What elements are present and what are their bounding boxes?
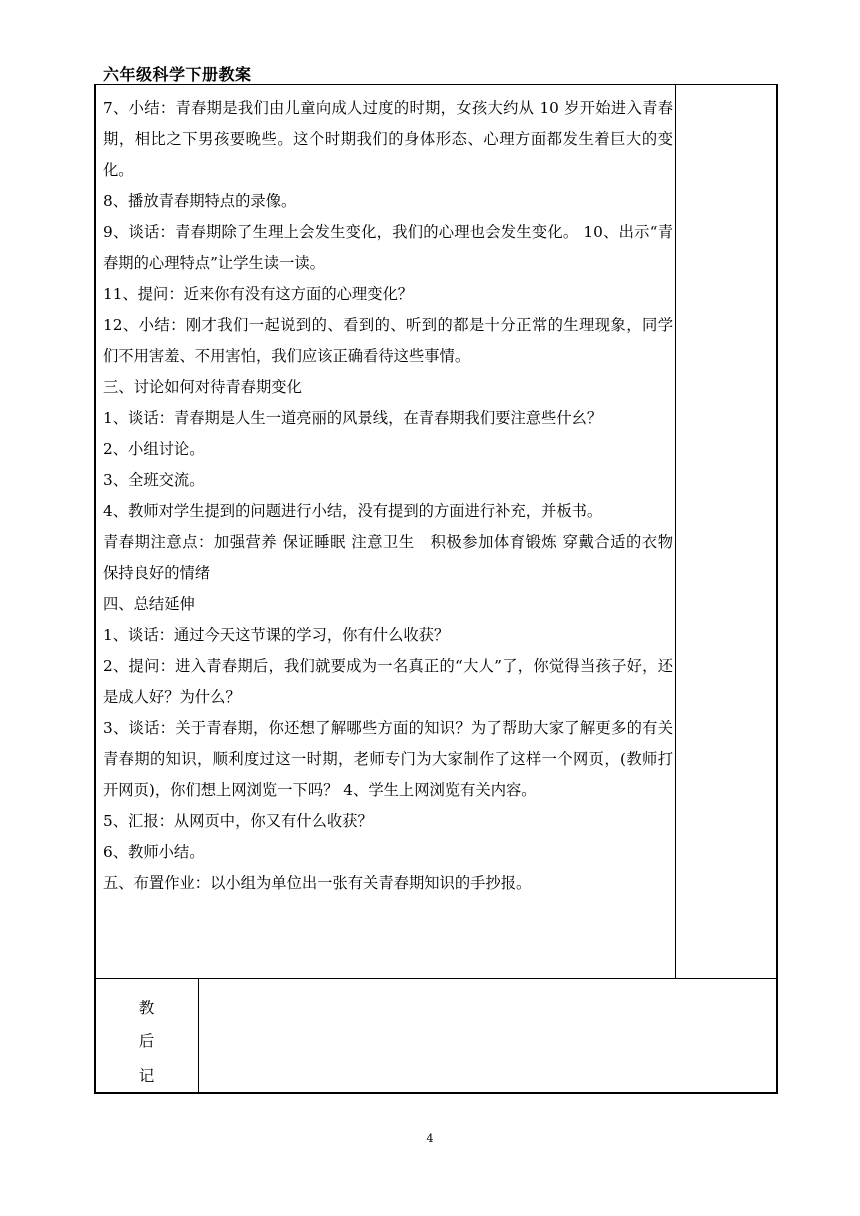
reflection-label (94, 979, 199, 1092)
document-header: 六年级科学下册教案 (103, 65, 252, 84)
column-divider (675, 84, 676, 979)
reflection-char: 教 (138, 999, 155, 1017)
section-heading: 四、总结延伸 (103, 595, 195, 613)
paragraph: 3、谈话：关于青春期，你还想了解哪些方面的知识？为了帮助大家了解更多的有关青春期的知识，顺利度过这一时期，老师专门为大家制作了这样一个网页，(教师打开网页)，你们想上网浏览一下吗？ 4、学生上网浏览有关内容。 (103, 719, 673, 799)
paragraph: 4、教师对学生提到的问题进行小结，没有提到的方面进行补充，并板书。 (103, 502, 603, 520)
table-border-right (776, 84, 778, 1094)
reflection-char: 后 (138, 1032, 155, 1050)
paragraph: 11、提问：近来你有没有这方面的心理变化？ (103, 285, 414, 303)
paragraph: 3、全班交流。 (103, 471, 205, 489)
paragraph: 9、谈话：青春期除了生理上会发生变化，我们的心理也会发生变化。 10、出示“青春期的心理特点”让学生读一读。 (103, 223, 673, 272)
paragraph: 1、谈话：青春期是人生一道亮丽的风景线，在青春期我们要注意些什幺？ (103, 409, 603, 427)
table-border-left (94, 84, 96, 1094)
paragraph: 5、汇报：从网页中，你又有什么收获？ (103, 812, 373, 830)
paragraph: 青春期注意点：加强营养 保证睡眠 注意卫生 积极参加体育锻炼 穿戴合适的衣物 保持良好的情绪 (103, 533, 673, 582)
paragraph: 7、小结：青春期是我们由儿童向成人过度的时期，女孩大约从 10 岁开始进入青春期，相比之下男孩要晚些。这个时期我们的身体形态、心理方面都发生着巨大的变化。 (103, 99, 673, 179)
paragraph: 12、小结：刚才我们一起说到的、看到的、听到的都是十分正常的生理现象，同学们不用害羞、不用害怕，我们应该正确看待这些事情。 (103, 316, 673, 365)
paragraph: 2、提问：进入青春期后，我们就要成为一名真正的“大人”了，你觉得当孩子好，还是成人好？为什么？ (103, 657, 673, 706)
lesson-content (103, 93, 673, 899)
page-number: 4 (426, 1132, 434, 1145)
paragraph: 8、播放青春期特点的录像。 (103, 192, 297, 210)
section-heading: 五、布置作业：以小组为单位出一张有关青春期知识的手抄报。 (103, 874, 532, 892)
table-border-bottom (94, 1092, 778, 1094)
reflection-char: 记 (138, 1067, 155, 1085)
paragraph: 6、教师小结。 (103, 843, 205, 861)
paragraph: 2、小组讨论。 (103, 440, 205, 458)
paragraph: 1、谈话：通过今天这节课的学习，你有什么收获？ (103, 626, 450, 644)
section-heading: 三、讨论如何对待青春期变化 (103, 378, 302, 396)
